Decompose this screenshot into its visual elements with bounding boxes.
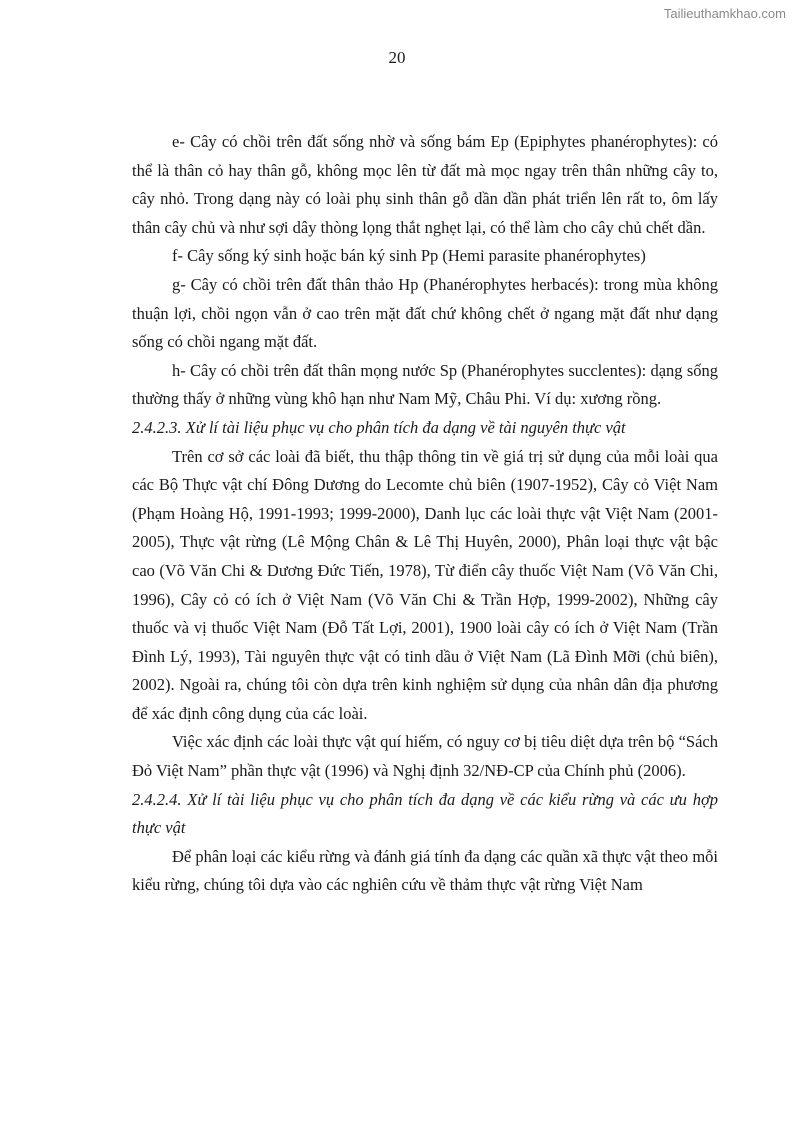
- section-heading-2-4-2-3: 2.4.2.3. Xử lí tài liệu phục vụ cho phân tích đa dạng về tài nguyên thực vật: [132, 417, 626, 437]
- paragraph-parasite: f- Cây sống ký sinh hoặc bán ký sinh Pp (Hemi parasite phanérophytes): [172, 246, 646, 266]
- section-heading-2-4-2-4: 2.4.2.4. Xử lí tài liệu phục vụ cho phân tích đa dạng về các kiểu rừng và các ưu hợp thực vật: [132, 789, 718, 838]
- watermark: Tailieuthamkhao.com: [663, 6, 786, 21]
- paragraph-forest-types: Để phân loại các kiểu rừng và đánh giá tính đa dạng các quần xã thực vật theo mỗi kiểu rừng, chúng tôi dựa vào các nghiên cứu về thảm thực vật rừng Việt Nam: [132, 846, 718, 895]
- paragraph-rare-species: Việc xác định các loài thực vật quí hiếm, có nguy cơ bị tiêu diệt dựa trên bộ “Sách Đỏ Việt Nam” phần thực vật (1996) và Nghị định 32/NĐ-CP của Chính phủ (2006).: [132, 732, 718, 781]
- page-number: 20: [388, 48, 406, 67]
- paragraph-resources: Trên cơ sở các loài đã biết, thu thập thông tin về giá trị sử dụng của mỗi loài qua các Bộ Thực vật chí Đông Dương do Lecomte chủ biên (1907-1952), Cây cỏ Việt Nam (Phạm Hoàng Hộ, 1991-1993; 1999-2000), Danh lục các loài thực vật Việt Nam (2001-2005), Thực vật rừng (Lê Mộng Chân & Lê Thị Huyên, 2000), Phân loại thực vật bậc cao (Võ Văn Chi & Dương Đức Tiến, 1978), Từ điển cây thuốc Việt Nam (Võ Văn Chi, 1996), Cây cỏ có ích ở Việt Nam (Võ Văn Chi & Trần Hợp, 1999-2002), Những cây thuốc và vị thuốc Việt Nam (Đỗ Tất Lợi, 2001), 1900 loài cây có ích ở Việt Nam (Trần Đình Lý, 1993), Tài nguyên thực vật có tinh dầu ở Việt Nam (Lã Đình Mỡi (chủ biên), 2002). Ngoài ra, chúng tôi còn dựa trên kinh nghiệm sử dụng của nhân dân địa phương để xác định công dụng của các loài.: [132, 446, 718, 723]
- paragraph-epiphytes: e- Cây có chồi trên đất sống nhờ và sống bám Ep (Epiphytes phanérophytes): có thể là thân cỏ hay thân gỗ, không mọc lên từ đất mà mọc ngay trên thân những cây to, cây nhỏ. Trong dạng này có loài phụ sinh thân gỗ dần dần phát triển lên rất to, ôm lấy thân cây chủ và như sợi dây thòng lọng thắt nghẹt lại, có thể làm cho cây chủ chết dần.: [132, 132, 718, 237]
- paragraph-succulent: h- Cây có chồi trên đất thân mọng nước Sp (Phanérophytes succlentes): dạng sống thường thấy ở những vùng khô hạn như Nam Mỹ, Châu Phi. Ví dụ: xương rồng.: [132, 360, 718, 409]
- document-body: [132, 128, 718, 900]
- paragraph-herbaceous: g- Cây có chồi trên đất thân thảo Hp (Phanérophytes herbacés): trong mùa không thuận lợi, chồi ngọn vẫn ở cao trên mặt đất chứ không chết ở ngang mặt đất như dạng sống có chồi ngang mặt đất.: [132, 274, 718, 352]
